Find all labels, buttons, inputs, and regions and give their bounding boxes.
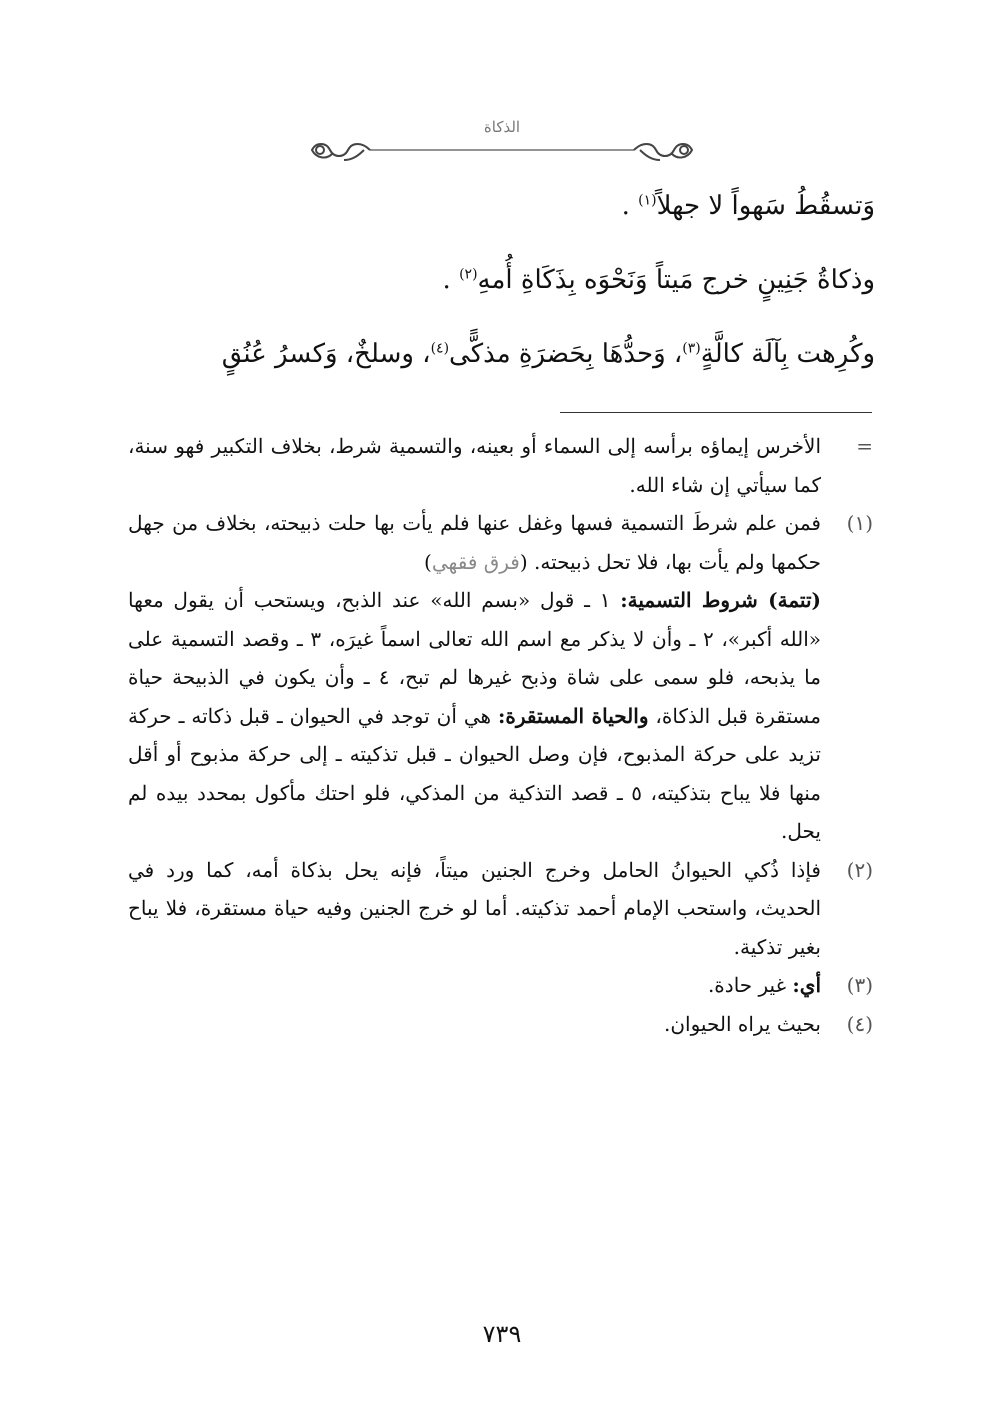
- footnote-1-part-3: هي أن توجد في الحيوان ـ قبل ذكاته ـ حركة تزيد على حركة المذبوح، فإن وصل الحيوان ـ قبل تذكيته ـ إلى حركة مذبوح أو أقل منها فلا يباح بتذكيته، ٥ ـ قصد التذكية من المذكي، فلو احتك مأكول بمحدد بيده لم يحل.: [128, 703, 821, 843]
- footnote-4-text: بحيث يراه الحيوان.: [663, 1011, 821, 1036]
- footnote-ref-2[interactable]: (٢): [459, 266, 478, 283]
- main-text: [120, 186, 875, 408]
- footnote-ref-3[interactable]: (٣): [682, 340, 701, 357]
- footnote-ref-1[interactable]: (١): [638, 192, 657, 209]
- main-line-2: [120, 260, 875, 300]
- footnote-2: [128, 851, 873, 967]
- page-number: ٧٣٩: [482, 1320, 522, 1348]
- footnote-1-text: [128, 504, 821, 851]
- footnote-separator: [560, 412, 872, 413]
- footnote-3-bold: أي:: [792, 973, 821, 997]
- stable-life-term: والحياة المستقرة:: [498, 703, 649, 728]
- footnote-2-text: فإذا ذُكي الحيوانُ الحامل وخرج الجنين ميتاً، فإنه يحل بذكاة أمه، كما ورد في الحديث، واستحب الإمام أحمد تذكيته. أما لو خرج الجنين وفيه حياة مستقرة، فلا يباح بغير تذكية.: [128, 857, 821, 959]
- footnote-3: [128, 966, 873, 1005]
- footnote-3-text: [128, 966, 821, 1005]
- footnote-1: [128, 504, 873, 851]
- footnote-3-marker: (٣): [846, 973, 873, 997]
- main-line-3-part-2: ، وَحدُّهَا بِحَضرَةِ مذكًّى: [449, 339, 683, 369]
- running-header-title: الذكاة: [483, 118, 521, 136]
- main-line-1-end: .: [621, 191, 639, 221]
- main-line-3: [120, 334, 875, 374]
- main-line-2-text: وذكاةُ جَنِينٍ خرج مَيتاً وَنَحْوَه بِذَكَاةِ أُمهِ: [477, 265, 875, 295]
- footnote-1-close-paren: ): [424, 549, 432, 574]
- footnote-4-marker: (٤): [846, 1011, 873, 1036]
- main-line-1-text: وَتسقُطُ سَهواً لا جهلاً: [656, 191, 875, 221]
- footnote-3-body: غير حادة.: [707, 973, 793, 997]
- ornament-divider-icon: [300, 130, 704, 170]
- main-line-3-part-3: ، وسلخٌ، وَكسرُ عُنُقٍ: [221, 339, 431, 369]
- footnote-continuation: [128, 427, 873, 504]
- footnote-continuation-text: الأخرس إيماؤه برأسه إلى السماء أو بعينه، والتسمية شرط، بخلاف التكبير فهو سنة، كما سيأتي إن شاء الله.: [128, 434, 821, 497]
- conditions-heading: (تتمة) شروط التسمية:: [620, 588, 821, 612]
- footnote-ref-4[interactable]: (٤): [430, 340, 450, 357]
- fiqh-difference-tag: فرق فقهي: [431, 549, 520, 574]
- main-line-3-part-1: وكُرِهت بِآلَة كالَّةٍ: [700, 339, 875, 369]
- footnotes: [128, 427, 873, 1043]
- footnote-2-marker: (٢): [846, 857, 873, 882]
- footnote-1-part-1: فمن علم شرطَ التسمية فسها وغفل عنها فلم يأت بها حلت ذبيحته، بخلاف من جهل حكمها ولم يأت بها، فلا تحل ذبيحته. (: [128, 511, 821, 574]
- footnote-4: [128, 1005, 873, 1044]
- continuation-marker: =: [856, 434, 873, 458]
- main-line-2-end: .: [442, 265, 460, 295]
- footnote-1-marker: (١): [846, 511, 873, 535]
- footnote-1-part-2: ١ ـ قول «بسم الله» عند الذبح، ويستحب أن يقول معها «الله أكبر»، ٢ ـ وأن لا يذكر مع اسم الله تعالى اسماً غيرَه، ٣ ـ وقصد التسمية على ما يذبحه، فلو سمى على شاة وذبح غيرها لم تبح، ٤ ـ وأن يكون في الذبيحة حياة مستقرة قبل الذكاة،: [128, 588, 821, 728]
- main-line-1: [120, 186, 875, 226]
